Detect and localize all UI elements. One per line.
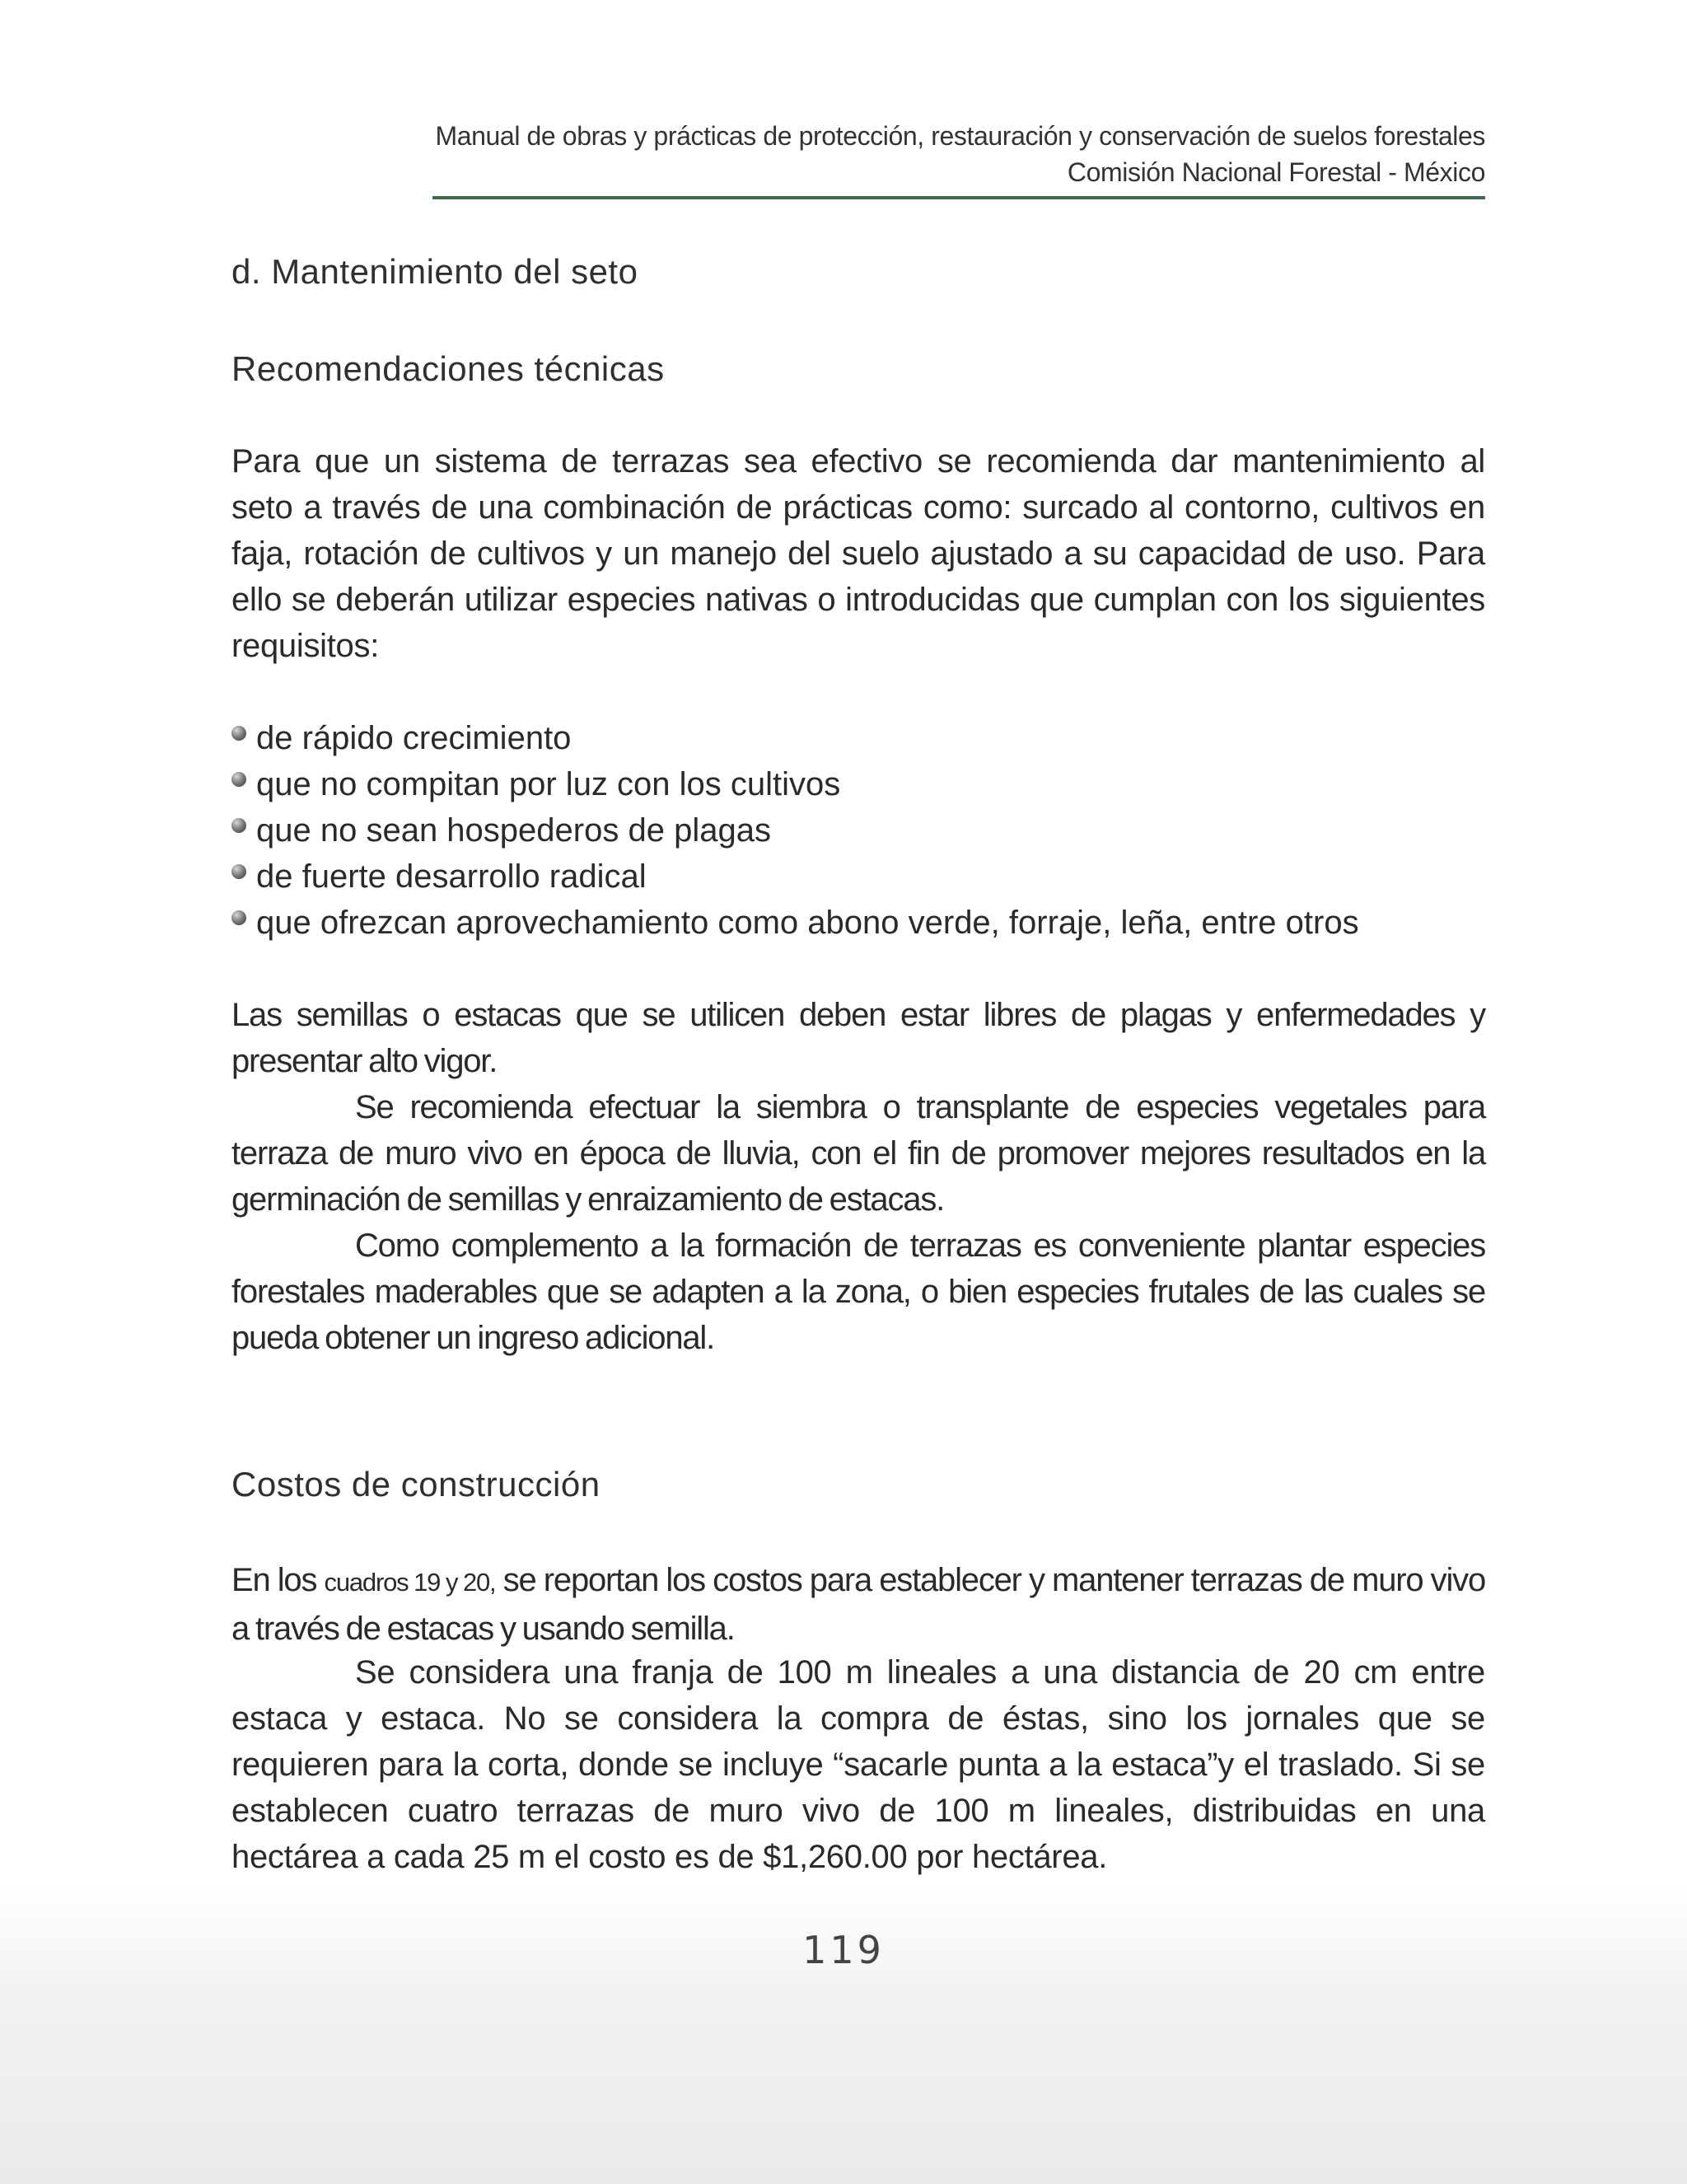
bullet-icon [231,864,246,879]
bullet-icon [231,772,246,787]
list-item: de fuerte desarrollo radical [231,853,1485,900]
costs-detail-paragraph: Se considera una franja de 100 m lineales a una distancia de 20 cm entre estaca y estaca. No se considera la compra de éstas, sino los jornales que se requieren para la corta, donde se incluye “sacarle punta a la estaca”y el traslado. Si se establecen cuatro terrazas de muro vivo de 100 m lineales, distribuidas en una hectárea a cada 25 m el costo es de $1,260.00 por hectárea. [231,1654,1485,1875]
planting-paragraph: Se recomienda efectuar la siembra o transplante de especies vegetales para terraza de muro vivo en época de lluvia, con el fin de promover mejores resultados en la germinación de semillas y enraizamiento de estacas. [231,1089,1485,1218]
bullet-icon [231,726,246,741]
header-institution: Comisión Nacional Forestal - México [1067,157,1485,187]
subsection-heading: Recomendaciones técnicas [231,349,665,388]
table-reference: cuadros 19 y 20, [324,1568,496,1597]
running-header [432,118,1485,190]
list-item: que no compitan por luz con los cultivos [231,761,1485,807]
requirements-list [231,715,1485,946]
bullet-icon [231,818,246,833]
section-heading: d. Mantenimiento del seto [231,252,638,291]
intro-paragraph: Para que un sistema de terrazas sea efectivo se recomienda dar mantenimiento al seto a través de una combinación de prácticas como: surcado al contorno, cultivos en faja, rotación de cultivos y un manejo del suelo ajustado a su capacidad de uso. Para ello se deberán utilizar especies nativas o introducidas que cumplan con los siguientes requisitos: [231,443,1485,664]
bullet-icon [231,910,246,925]
header-rule [432,196,1485,199]
seeds-paragraph: Las semillas o estacas que se utilicen deben estar libres de plagas y enfermedades y presentar alto vigor. [231,997,1485,1079]
complement-paragraph: Como complemento a la formación de terrazas es conveniente plantar especies forestales maderables que se adapten a la zona, o bien especies frutales de las cuales se pueda obtener un ingreso adicional. [231,1228,1485,1356]
page-number: 119 [802,1928,885,1972]
list-item: que no sean hospederos de plagas [231,807,1485,853]
list-item: que ofrezcan aprovechamiento como abono verde, forraje, leña, entre otros [231,900,1485,946]
costs-heading: Costos de construcción [231,1465,600,1504]
list-item: de rápido crecimiento [231,715,1485,761]
header-manual-title: Manual de obras y prácticas de protección, restauración y conservación de suelos forestales [435,121,1485,151]
costs-intro-paragraph: En los cuadros 19 y 20, se reportan los costos para establecer y mantener terrazas de muro vivo a través de estacas y usando semilla. [231,1562,1485,1647]
